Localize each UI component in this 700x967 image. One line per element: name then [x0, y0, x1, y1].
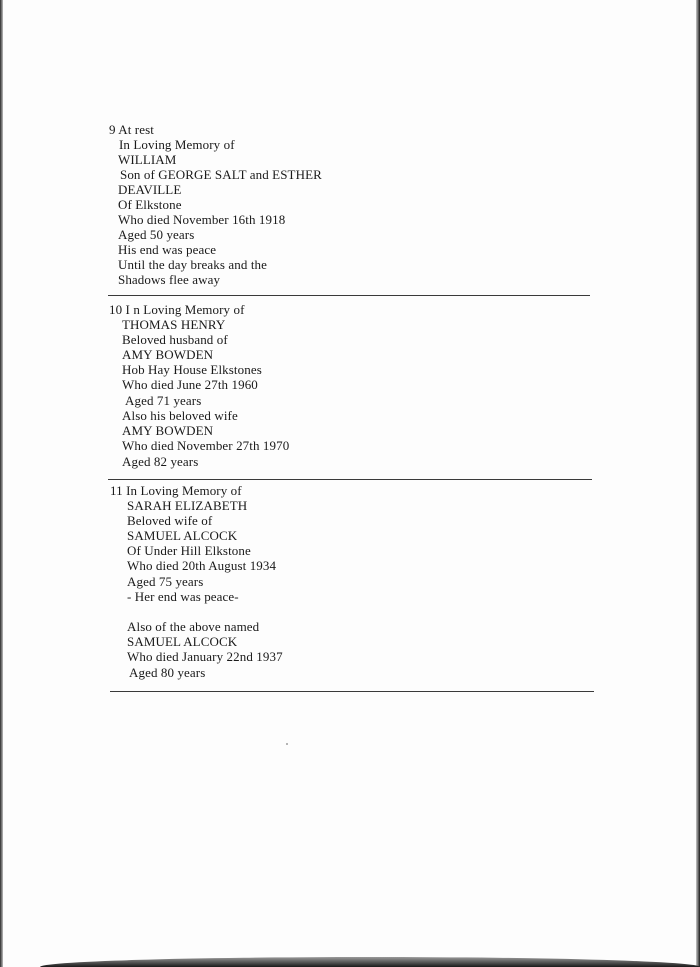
entry-9-line-10: Until the day breaks and the — [118, 257, 268, 272]
entry-11-line-10: SAMUEL ALCOCK — [127, 634, 238, 649]
entry-11-line-9: Also of the above named — [127, 619, 260, 634]
entry-9-line-5: DEAVILLE — [118, 182, 182, 197]
entry-10-line-4: AMY BOWDEN — [122, 347, 214, 362]
entry-11-line-12: Aged 80 years — [129, 665, 206, 680]
entry-9-line-7: Who died November 16th 1918 — [118, 212, 286, 227]
entry-9-line-11: Shadows flee away — [118, 272, 221, 287]
scan-edge-bottom — [40, 957, 700, 967]
entry-10-line-9: AMY BOWDEN — [122, 423, 214, 438]
divider-rule-1 — [108, 295, 590, 296]
entry-10-line-1: 10 I n Loving Memory of — [109, 302, 245, 317]
entry-11-line-2: SARAH ELIZABETH — [127, 498, 248, 513]
entry-9-line-1: 9 At rest — [109, 122, 154, 137]
divider-rule-2 — [108, 479, 592, 480]
scan-speck — [286, 743, 288, 745]
entry-11-line-3: Beloved wife of — [127, 513, 213, 528]
entry-10-line-3: Beloved husband of — [122, 332, 228, 347]
entry-9-line-9: His end was peace — [118, 242, 217, 257]
entry-10-line-2: THOMAS HENRY — [122, 317, 226, 332]
entry-9-line-2: In Loving Memory of — [119, 137, 235, 152]
scan-edge-left — [0, 0, 3, 967]
entry-10-line-7: Aged 71 years — [125, 393, 202, 408]
entry-11-line-5: Of Under Hill Elkstone — [127, 543, 251, 558]
entry-9-line-4: Son of GEORGE SALT and ESTHER — [120, 167, 322, 182]
entry-10-line-11: Aged 82 years — [122, 454, 199, 469]
entry-11-line-6: Who died 20th August 1934 — [127, 558, 277, 573]
entry-10-line-8: Also his beloved wife — [122, 408, 238, 423]
entry-11-line-8: - Her end was peace- — [127, 589, 239, 604]
entry-11-line-1: 11 In Loving Memory of — [110, 483, 242, 498]
entry-9-line-3: WILLIAM — [118, 152, 177, 167]
entry-11-line-7: Aged 75 years — [127, 574, 204, 589]
entry-11-line-11: Who died January 22nd 1937 — [127, 649, 283, 664]
entry-9-line-8: Aged 50 years — [118, 227, 195, 242]
entry-11-line-4: SAMUEL ALCOCK — [127, 528, 238, 543]
entry-10-line-10: Who died November 27th 1970 — [122, 438, 290, 453]
divider-rule-3 — [110, 691, 594, 692]
entry-10-line-6: Who died June 27th 1960 — [122, 377, 258, 392]
entry-10-line-5: Hob Hay House Elkstones — [122, 362, 262, 377]
entry-9-line-6: Of Elkstone — [118, 197, 182, 212]
scan-edge-right — [696, 0, 700, 967]
